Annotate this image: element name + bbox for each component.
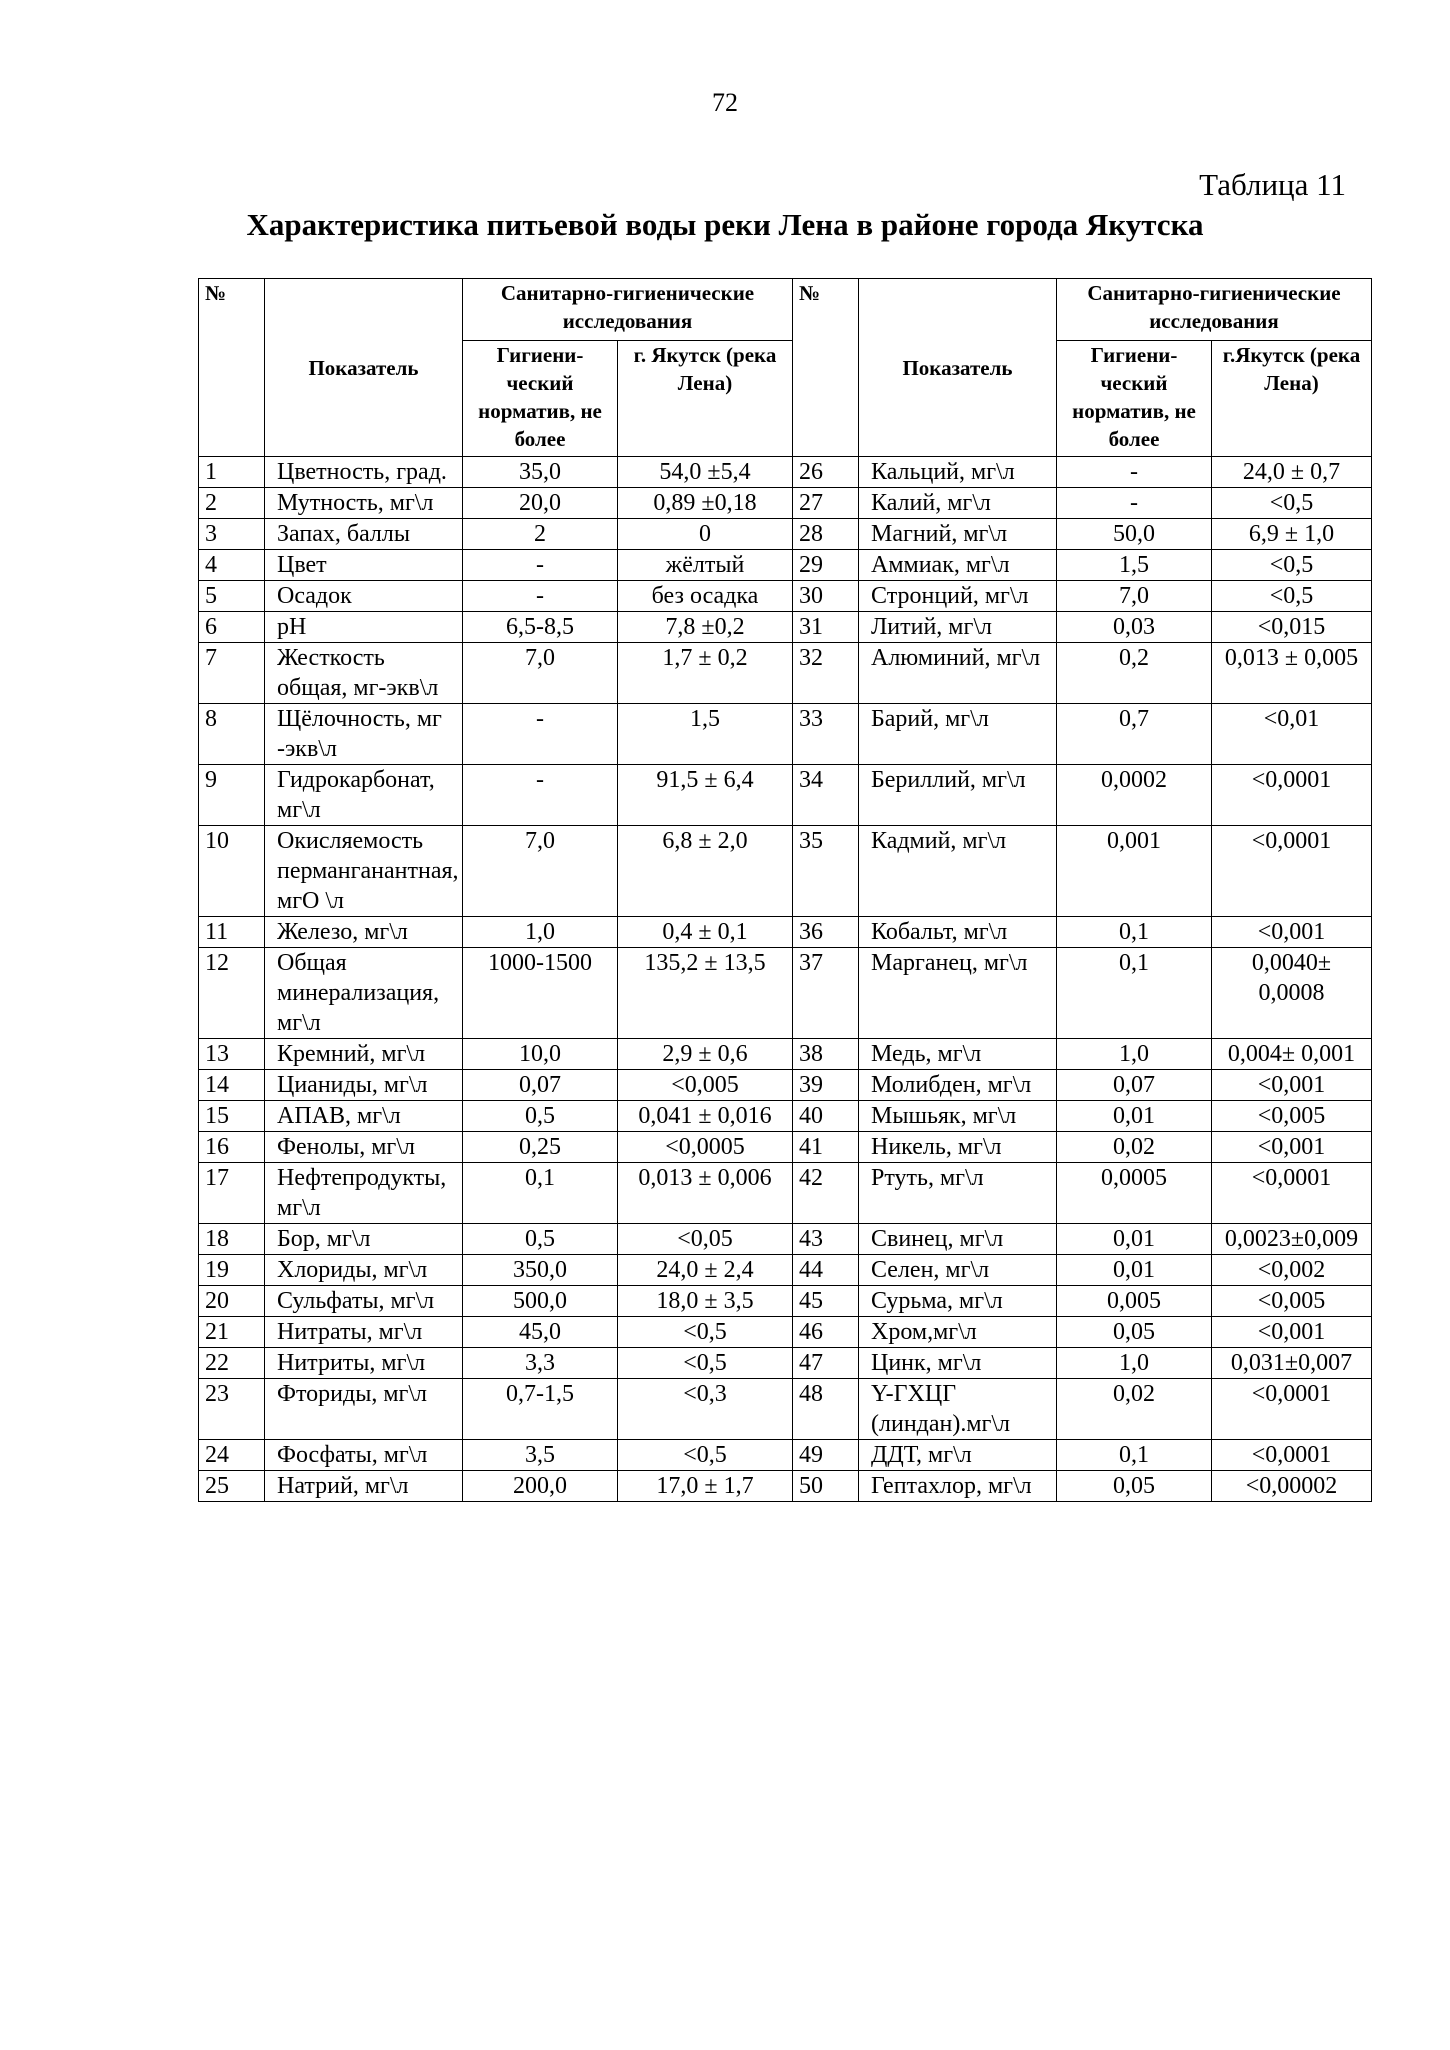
yakutsk-value: <0,5 [618, 1348, 793, 1379]
yakutsk-value: <0,0001 [1212, 1440, 1372, 1471]
indicator-name: Общая минерализация, мг\л [265, 948, 463, 1039]
indicator-name: Аммиак, мг\л [859, 550, 1057, 581]
indicator-name: Бериллий, мг\л [859, 765, 1057, 826]
yakutsk-value: 0 [618, 519, 793, 550]
header-yakutsk: г. Якутск (река Лена) [618, 341, 793, 457]
yakutsk-value: 6,9 ± 1,0 [1212, 519, 1372, 550]
table-row [199, 1286, 1372, 1317]
yakutsk-value: 91,5 ± 6,4 [618, 765, 793, 826]
norm-value: 2 [463, 519, 618, 550]
row-number: 23 [199, 1379, 265, 1440]
table-row [199, 1101, 1372, 1132]
yakutsk-value: <0,001 [1212, 1317, 1372, 1348]
norm-value: 3,3 [463, 1348, 618, 1379]
row-number: 33 [793, 704, 859, 765]
indicator-name: Свинец, мг\л [859, 1224, 1057, 1255]
table-row [199, 826, 1372, 917]
indicator-name: Марганец, мг\л [859, 948, 1057, 1039]
yakutsk-value: <0,002 [1212, 1255, 1372, 1286]
row-number: 39 [793, 1070, 859, 1101]
norm-value: 0,01 [1057, 1101, 1212, 1132]
row-number: 22 [199, 1348, 265, 1379]
row-number: 43 [793, 1224, 859, 1255]
row-number: 45 [793, 1286, 859, 1317]
indicator-name: Барий, мг\л [859, 704, 1057, 765]
header-norm: Гигиени-ческий норматив, не более [463, 341, 618, 457]
norm-value: 1,0 [1057, 1348, 1212, 1379]
row-number: 28 [793, 519, 859, 550]
norm-value: 0,005 [1057, 1286, 1212, 1317]
table-row [199, 1255, 1372, 1286]
norm-value: 0,5 [463, 1224, 618, 1255]
indicator-name: Цветность, град. [265, 457, 463, 488]
norm-value: 0,07 [463, 1070, 618, 1101]
norm-value: 0,0005 [1057, 1163, 1212, 1224]
norm-value: - [463, 704, 618, 765]
row-number: 20 [199, 1286, 265, 1317]
yakutsk-value: <0,0001 [1212, 1379, 1372, 1440]
row-number: 32 [793, 643, 859, 704]
norm-value: 7,0 [1057, 581, 1212, 612]
norm-value: 7,0 [463, 643, 618, 704]
row-number: 36 [793, 917, 859, 948]
row-number: 18 [199, 1224, 265, 1255]
row-number: 9 [199, 765, 265, 826]
indicator-name: Фосфаты, мг\л [265, 1440, 463, 1471]
table-row [199, 1440, 1372, 1471]
norm-value: 0,001 [1057, 826, 1212, 917]
norm-value: 1,0 [463, 917, 618, 948]
yakutsk-value: <0,0001 [1212, 765, 1372, 826]
norm-value: 0,2 [1057, 643, 1212, 704]
indicator-name: Никель, мг\л [859, 1132, 1057, 1163]
norm-value: 0,7 [1057, 704, 1212, 765]
yakutsk-value: 1,5 [618, 704, 793, 765]
indicator-name: Магний, мг\л [859, 519, 1057, 550]
indicator-name: Фториды, мг\л [265, 1379, 463, 1440]
norm-value: 10,0 [463, 1039, 618, 1070]
norm-value: 45,0 [463, 1317, 618, 1348]
indicator-name: Нитриты, мг\л [265, 1348, 463, 1379]
yakutsk-value: <0,001 [1212, 1132, 1372, 1163]
table-row [199, 457, 1372, 488]
indicator-name: Цвет [265, 550, 463, 581]
norm-value: 0,1 [1057, 917, 1212, 948]
indicator-name: Y-ГХЦГ (линдан).мг\л [859, 1379, 1057, 1440]
yakutsk-value: <0,01 [1212, 704, 1372, 765]
indicator-name: Хром,мг\л [859, 1317, 1057, 1348]
row-number: 7 [199, 643, 265, 704]
table-row [199, 1132, 1372, 1163]
norm-value: 0,01 [1057, 1255, 1212, 1286]
row-number: 47 [793, 1348, 859, 1379]
norm-value: 0,5 [463, 1101, 618, 1132]
norm-value: - [463, 765, 618, 826]
norm-value: - [463, 550, 618, 581]
table-row [199, 1317, 1372, 1348]
row-number: 46 [793, 1317, 859, 1348]
yakutsk-value: <0,5 [618, 1317, 793, 1348]
norm-value: 0,1 [1057, 1440, 1212, 1471]
indicator-name: Хлориды, мг\л [265, 1255, 463, 1286]
indicator-name: Нефтепродукты, мг\л [265, 1163, 463, 1224]
yakutsk-value: 7,8 ±0,2 [618, 612, 793, 643]
norm-value: 50,0 [1057, 519, 1212, 550]
norm-value: 350,0 [463, 1255, 618, 1286]
yakutsk-value: 17,0 ± 1,7 [618, 1471, 793, 1502]
indicator-name: Литий, мг\л [859, 612, 1057, 643]
table-row [199, 1070, 1372, 1101]
indicator-name: Сурьма, мг\л [859, 1286, 1057, 1317]
page-title: Характеристика питьевой воды реки Лена в районе города Якутска [246, 207, 1204, 242]
indicator-name: Гидрокарбонат, мг\л [265, 765, 463, 826]
row-number: 41 [793, 1132, 859, 1163]
row-number: 35 [793, 826, 859, 917]
table-row [199, 519, 1372, 550]
table-row [199, 1348, 1372, 1379]
indicator-name: Осадок [265, 581, 463, 612]
row-number: 48 [793, 1379, 859, 1440]
row-number: 11 [199, 917, 265, 948]
table-row [199, 948, 1372, 1039]
row-number: 12 [199, 948, 265, 1039]
row-number: 27 [793, 488, 859, 519]
norm-value: 0,02 [1057, 1132, 1212, 1163]
yakutsk-value: <0,5 [1212, 550, 1372, 581]
norm-value: 0,1 [463, 1163, 618, 1224]
norm-value: 3,5 [463, 1440, 618, 1471]
indicator-name: Кремний, мг\л [265, 1039, 463, 1070]
row-number: 6 [199, 612, 265, 643]
indicator-name: Запах, баллы [265, 519, 463, 550]
row-number: 40 [793, 1101, 859, 1132]
yakutsk-value: 24,0 ± 2,4 [618, 1255, 793, 1286]
yakutsk-value: <0,5 [618, 1440, 793, 1471]
indicator-name: Селен, мг\л [859, 1255, 1057, 1286]
row-number: 15 [199, 1101, 265, 1132]
yakutsk-value: <0,0005 [618, 1132, 793, 1163]
yakutsk-value: 6,8 ± 2,0 [618, 826, 793, 917]
indicator-name: Железо, мг\л [265, 917, 463, 948]
row-number: 30 [793, 581, 859, 612]
yakutsk-value: <0,3 [618, 1379, 793, 1440]
indicator-name: Стронций, мг\л [859, 581, 1057, 612]
yakutsk-value: без осадка [618, 581, 793, 612]
header-number-right: № [793, 279, 859, 457]
indicator-name: ДДТ, мг\л [859, 1440, 1057, 1471]
row-number: 3 [199, 519, 265, 550]
yakutsk-value: 0,0023±0,009 [1212, 1224, 1372, 1255]
norm-value: 35,0 [463, 457, 618, 488]
table-row [199, 488, 1372, 519]
norm-value: 0,01 [1057, 1224, 1212, 1255]
indicator-name: Молибден, мг\л [859, 1070, 1057, 1101]
row-number: 16 [199, 1132, 265, 1163]
norm-value: 0,7-1,5 [463, 1379, 618, 1440]
norm-value: 1,0 [1057, 1039, 1212, 1070]
yakutsk-value: 135,2 ± 13,5 [618, 948, 793, 1039]
norm-value: 0,0002 [1057, 765, 1212, 826]
row-number: 4 [199, 550, 265, 581]
yakutsk-value: 0,4 ± 0,1 [618, 917, 793, 948]
norm-value: 0,03 [1057, 612, 1212, 643]
yakutsk-value: <0,005 [618, 1070, 793, 1101]
indicator-name: Калий, мг\л [859, 488, 1057, 519]
indicator-name: Мутность, мг\л [265, 488, 463, 519]
row-number: 1 [199, 457, 265, 488]
yakutsk-value: 0,0040± 0,0008 [1212, 948, 1372, 1039]
header-indicator-right: Показатель [859, 279, 1057, 457]
row-number: 5 [199, 581, 265, 612]
yakutsk-value: <0,015 [1212, 612, 1372, 643]
header-yakutsk-right: г.Якутск (река Лена) [1212, 341, 1372, 457]
norm-value: - [1057, 488, 1212, 519]
yakutsk-value: 0,031±0,007 [1212, 1348, 1372, 1379]
indicator-name: Фенолы, мг\л [265, 1132, 463, 1163]
table-row [199, 550, 1372, 581]
yakutsk-value: 0,89 ±0,18 [618, 488, 793, 519]
row-number: 10 [199, 826, 265, 917]
yakutsk-value: <0,005 [1212, 1101, 1372, 1132]
water-quality-table [198, 278, 1372, 1502]
norm-value: 0,07 [1057, 1070, 1212, 1101]
indicator-name: Цианиды, мг\л [265, 1070, 463, 1101]
table-row [199, 581, 1372, 612]
norm-value: 0,02 [1057, 1379, 1212, 1440]
yakutsk-value: <0,0001 [1212, 826, 1372, 917]
yakutsk-value: 0,041 ± 0,016 [618, 1101, 793, 1132]
yakutsk-value: 1,7 ± 0,2 [618, 643, 793, 704]
row-number: 13 [199, 1039, 265, 1070]
header-indicator: Показатель [265, 279, 463, 457]
row-number: 2 [199, 488, 265, 519]
indicator-name: Алюминий, мг\л [859, 643, 1057, 704]
row-number: 50 [793, 1471, 859, 1502]
row-number: 24 [199, 1440, 265, 1471]
indicator-name: Сульфаты, мг\л [265, 1286, 463, 1317]
indicator-name: Жесткость общая, мг-экв\л [265, 643, 463, 704]
row-number: 42 [793, 1163, 859, 1224]
table-row [199, 1163, 1372, 1224]
indicator-name: Ртуть, мг\л [859, 1163, 1057, 1224]
norm-value: - [463, 581, 618, 612]
indicator-name: Кобальт, мг\л [859, 917, 1057, 948]
indicator-name: Бор, мг\л [265, 1224, 463, 1255]
yakutsk-value: <0,05 [618, 1224, 793, 1255]
indicator-name: АПАВ, мг\л [265, 1101, 463, 1132]
table-row [199, 612, 1372, 643]
indicator-name: Окисляемость перманганантная, мгО \л [265, 826, 463, 917]
row-number: 29 [793, 550, 859, 581]
yakutsk-value: 18,0 ± 3,5 [618, 1286, 793, 1317]
row-number: 19 [199, 1255, 265, 1286]
row-number: 8 [199, 704, 265, 765]
yakutsk-value: 0,013 ± 0,006 [618, 1163, 793, 1224]
table-row [199, 643, 1372, 704]
norm-value: 1,5 [1057, 550, 1212, 581]
table-row [199, 1224, 1372, 1255]
norm-value: - [1057, 457, 1212, 488]
norm-value: 500,0 [463, 1286, 618, 1317]
yakutsk-value: <0,5 [1212, 488, 1372, 519]
table-label: Таблица 11 [1199, 167, 1346, 202]
table-row [199, 1471, 1372, 1502]
norm-value: 1000-1500 [463, 948, 618, 1039]
table-row [199, 1039, 1372, 1070]
row-number: 26 [793, 457, 859, 488]
row-number: 14 [199, 1070, 265, 1101]
indicator-name: Мышьяк, мг\л [859, 1101, 1057, 1132]
yakutsk-value: <0,00002 [1212, 1471, 1372, 1502]
row-number: 49 [793, 1440, 859, 1471]
norm-value: 0,1 [1057, 948, 1212, 1039]
indicator-name: Кальций, мг\л [859, 457, 1057, 488]
row-number: 34 [793, 765, 859, 826]
indicator-name: Медь, мг\л [859, 1039, 1057, 1070]
header-research: Санитарно-гигиенические исследования [463, 279, 793, 341]
yakutsk-value: 54,0 ±5,4 [618, 457, 793, 488]
yakutsk-value: <0,001 [1212, 1070, 1372, 1101]
norm-value: 0,25 [463, 1132, 618, 1163]
indicator-name: Гептахлор, мг\л [859, 1471, 1057, 1502]
yakutsk-value: жёлтый [618, 550, 793, 581]
indicator-name: Щёлочность, мг -экв\л [265, 704, 463, 765]
table-row [199, 765, 1372, 826]
norm-value: 20,0 [463, 488, 618, 519]
norm-value: 200,0 [463, 1471, 618, 1502]
row-number: 21 [199, 1317, 265, 1348]
table-row [199, 1379, 1372, 1440]
indicator-name: Натрий, мг\л [265, 1471, 463, 1502]
yakutsk-value: <0,0001 [1212, 1163, 1372, 1224]
yakutsk-value: <0,5 [1212, 581, 1372, 612]
yakutsk-value: 0,013 ± 0,005 [1212, 643, 1372, 704]
yakutsk-value: 24,0 ± 0,7 [1212, 457, 1372, 488]
norm-value: 6,5-8,5 [463, 612, 618, 643]
header-research-right: Санитарно-гигиенические исследования [1057, 279, 1372, 341]
header-number: № [199, 279, 265, 457]
yakutsk-value: <0,005 [1212, 1286, 1372, 1317]
indicator-name: pH [265, 612, 463, 643]
row-number: 38 [793, 1039, 859, 1070]
row-number: 31 [793, 612, 859, 643]
norm-value: 0,05 [1057, 1317, 1212, 1348]
row-number: 25 [199, 1471, 265, 1502]
page-number: 72 [712, 88, 738, 117]
row-number: 17 [199, 1163, 265, 1224]
row-number: 44 [793, 1255, 859, 1286]
yakutsk-value: 2,9 ± 0,6 [618, 1039, 793, 1070]
yakutsk-value: <0,001 [1212, 917, 1372, 948]
table-row [199, 704, 1372, 765]
indicator-name: Нитраты, мг\л [265, 1317, 463, 1348]
norm-value: 7,0 [463, 826, 618, 917]
norm-value: 0,05 [1057, 1471, 1212, 1502]
yakutsk-value: 0,004± 0,001 [1212, 1039, 1372, 1070]
row-number: 37 [793, 948, 859, 1039]
table-row [199, 917, 1372, 948]
indicator-name: Цинк, мг\л [859, 1348, 1057, 1379]
header-norm-right: Гигиени-ческий норматив, не более [1057, 341, 1212, 457]
indicator-name: Кадмий, мг\л [859, 826, 1057, 917]
